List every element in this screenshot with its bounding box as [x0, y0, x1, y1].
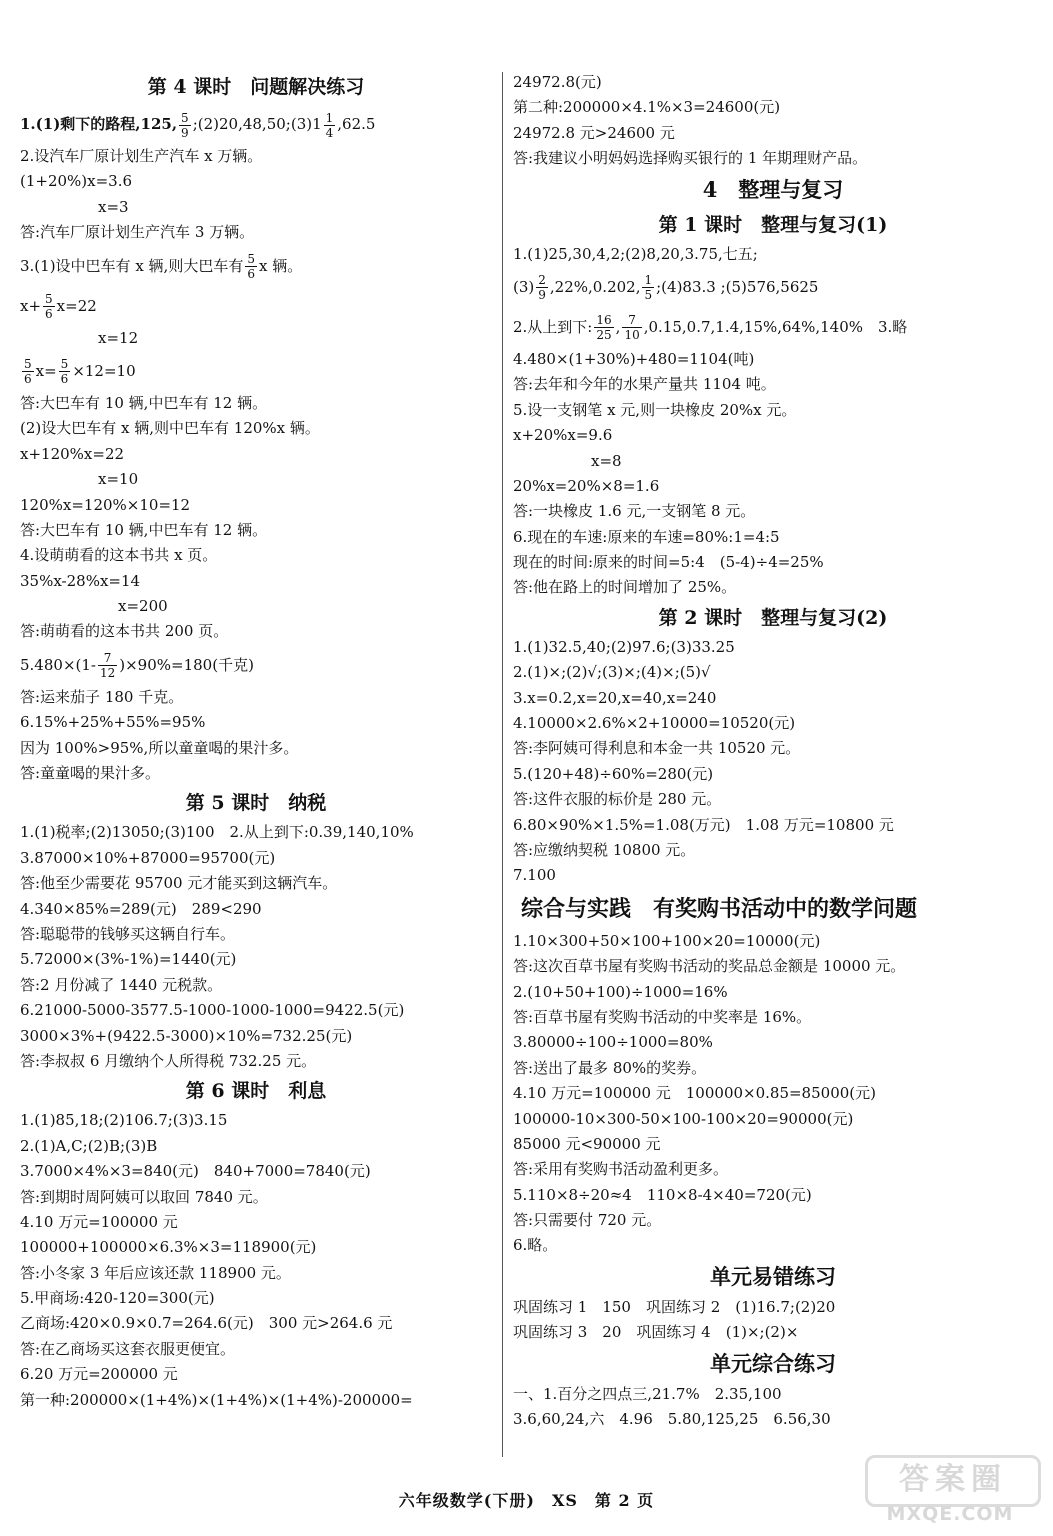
fraction: $\frac{16}{25}$ — [596, 313, 612, 343]
answer-line: 3.(1)设中巴车有 x 辆,则大巴车有 $\frac{5}{6}$ x 辆。 — [20, 252, 303, 282]
answer-line: (2)设大巴车有 x 辆,则中巴车有 120%x 辆。 — [20, 419, 320, 438]
fraction: $\frac{5}{6}$ — [60, 357, 69, 387]
chapter-4-title: 4 整理与复习 — [702, 176, 844, 202]
answer-line: x+20%x=9.6 — [513, 426, 613, 445]
answer-line: 答:只需要付 720 元。 — [513, 1211, 662, 1230]
answer-line: 答:运来茄子 180 千克。 — [20, 687, 184, 706]
answer-line: 现在的时间:原来的时间=5:4 (5-4)÷4=25% — [513, 553, 824, 572]
answer-line: 120%x=120%×10=12 — [20, 495, 191, 514]
column-divider — [502, 72, 503, 1457]
answer-line: 5.72000×(3%-1%)=1440(元) — [20, 950, 237, 969]
answer-line: x=12 — [98, 328, 139, 347]
lesson-4-title: 第 4 课时 问题解决练习 — [147, 76, 365, 98]
answer-line: 第二种:200000×4.1%×3=24600(元) — [513, 98, 781, 117]
answer-line: 85000 元<90000 元 — [513, 1134, 661, 1153]
answer-line: 4.340×85%=289(元) 289<290 — [20, 899, 262, 918]
answer-line: 6.15%+25%+55%=95% — [20, 713, 206, 732]
answer-line: 答:他在路上的时间增加了 25%。 — [513, 578, 737, 597]
answer-line: 5.480×(1- $\frac{7}{12}$ )×90%=180(千克) — [20, 651, 254, 681]
answer-line: 4.10 万元=100000 元 100000×0.85=85000(元) — [513, 1084, 876, 1103]
answer-line: 答:大巴车有 10 辆,中巴车有 12 辆。 — [20, 520, 268, 539]
answer-line: 一、1.百分之四点三,21.7% 2.35,100 — [513, 1384, 782, 1403]
answer-line: 答:采用有奖购书活动盈利更多。 — [513, 1160, 729, 1179]
answer-line: 4.10000×2.6%×2+10000=10520(元) — [513, 714, 796, 733]
answer-line: 3.80000÷100÷1000=80% — [513, 1033, 713, 1052]
answer-line: 3000×3%+(9422.5-3000)×10%=732.25(元) — [20, 1026, 353, 1045]
answer-line: 6.20 万元=200000 元 — [20, 1365, 178, 1384]
answer-line: 5.110×8÷20≈4 110×8-4×40=720(元) — [513, 1185, 812, 1204]
review-lesson-1-title: 第 1 课时 整理与复习(1) — [658, 213, 888, 236]
answer-line: 100000-10×300-50×100-100×20=90000(元) — [513, 1109, 854, 1128]
answer-line: 6.80×90%×1.5%=1.08(万元) 1.08 万元=10800 元 — [513, 815, 894, 834]
answer-line: 1.(1)税率;(2)13050;(3)100 2.从上到下:0.39,140,10% — [20, 823, 414, 842]
answer-line: 答:这件衣服的标价是 280 元。 — [513, 790, 722, 809]
fraction: $\frac{7}{10}$ — [624, 313, 640, 343]
lesson-5-title: 第 5 课时 纳税 — [185, 792, 327, 815]
answer-line: 24972.8 元>24600 元 — [513, 123, 675, 142]
answer-line: 3.6,60,24,六 4.96 5.80,125,25 6.56,30 — [513, 1410, 831, 1429]
left-column — [20, 70, 492, 1413]
answer-line: 因为 100%>95%,所以童童喝的果汁多。 — [20, 738, 299, 757]
answer-line: 答:汽车厂原计划生产汽车 3 万辆。 — [20, 223, 255, 242]
answer-line: 4.10 万元=100000 元 — [20, 1212, 178, 1231]
answer-line: (1+20%)x=3.6 — [20, 172, 133, 191]
answer-line: 1.(1)剩下的路程,125, $\frac{5}{9}$ ;(2)20,48,50;(3)1 $\frac{1}{4}$ ,62.5 — [20, 110, 376, 140]
review-lesson-2-title: 第 2 课时 整理与复习(2) — [658, 606, 888, 629]
page-footer: 六年级数学(下册) XS 第 2 页 — [398, 1491, 655, 1510]
answer-line: 1.(1)25,30,4,2;(2)8,20,3.75,七五; — [513, 244, 758, 263]
answer-line: 答:李阿姨可得利息和本金一共 10520 元。 — [513, 739, 801, 758]
answer-line: 答:童童喝的果汁多。 — [20, 764, 161, 783]
fraction: $\frac{7}{12}$ — [99, 651, 116, 681]
answer-line: 答:这次百草书屋有奖购书活动的奖品总金额是 10000 元。 — [513, 957, 906, 976]
answer-line: 6.21000-5000-3577.5-1000-1000-1000=9422.5(元) — [20, 1001, 405, 1020]
answer-line: 1.10×300+50×100+100×20=10000(元) — [513, 931, 821, 950]
answer-line: 2.从上到下: $\frac{16}{25}$ , $\frac{7}{10}$ ,0.15,0.7,1.4,15%,64%,140% 3.略 — [513, 313, 908, 343]
answer-line: 1.(1)85,18;(2)106.7;(3)3.15 — [20, 1111, 228, 1130]
fraction: $\frac{2}{9}$ — [538, 273, 546, 303]
answer-line: 6.略。 — [513, 1236, 558, 1255]
fraction: $\frac{1}{4}$ — [325, 110, 334, 140]
answer-line: 第一种:200000×(1+4%)×(1+4%)×(1+4%)-200000= — [20, 1390, 413, 1409]
answer-line: 5.(120+48)÷60%=280(元) — [513, 764, 714, 783]
right-column — [513, 70, 1033, 1432]
answer-line: x=200 — [118, 597, 168, 616]
answer-line: 答:一块橡皮 1.6 元,一支钢笔 8 元。 — [513, 502, 756, 521]
answer-line: (3) $\frac{2}{9}$ ,22%,0.202, $\frac{1}{5}$ ;(4)83.3 ;(5)576,5625 — [513, 273, 819, 303]
answer-line: 4.设萌萌看的这本书共 x 页。 — [20, 546, 218, 565]
answer-line: $\frac{5}{6}$ x= $\frac{5}{6}$ ×12=10 — [24, 357, 136, 387]
watermark-url: MXQE.COM — [886, 1503, 1014, 1525]
answer-line: 4.480×(1+30%)+480=1104(吨) — [513, 349, 755, 368]
answer-line: 答:李叔叔 6 月缴纳个人所得税 732.25 元。 — [20, 1051, 317, 1070]
answer-line: 100000+100000×6.3%×3=118900(元) — [20, 1238, 317, 1257]
watermark-stamp: 答案圈 — [865, 1455, 1041, 1507]
answer-line: 7.100 — [513, 866, 556, 885]
answer-line: 3.7000×4%×3=840(元) 840+7000=7840(元) — [20, 1162, 371, 1181]
comprehensive-practice-title: 单元综合练习 — [710, 1350, 836, 1376]
answer-line: 巩固练习 3 20 巩固练习 4 (1)×;(2)× — [513, 1323, 799, 1342]
answer-line: 答:在乙商场买这套衣服更便宜。 — [20, 1339, 236, 1358]
error-practice-title: 单元易错练习 — [710, 1263, 836, 1289]
answer-line: 答:他至少需要花 95700 元才能买到这辆汽车。 — [20, 874, 338, 893]
answer-line: x+120%x=22 — [20, 444, 125, 463]
answer-line: x=10 — [98, 470, 139, 489]
answer-line: 答:小冬家 3 年后应该还款 118900 元。 — [20, 1263, 291, 1282]
answer-line: 答:我建议小明妈妈选择购买银行的 1 年期理财产品。 — [513, 149, 868, 168]
answer-line: 2.(1)×;(2)√;(3)×;(4)×;(5)√ — [513, 663, 711, 682]
answer-line: 答:2 月份减了 1440 元税款。 — [20, 975, 223, 994]
answer-line: 3.x=0.2,x=20,x=40,x=240 — [513, 688, 717, 707]
answer-line: x+ $\frac{5}{6}$ x=22 — [20, 292, 97, 322]
watermark-logo — [865, 1455, 1035, 1527]
answer-line: 35%x-28%x=14 — [20, 571, 141, 590]
answer-line: 1.(1)32.5,40;(2)97.6;(3)33.25 — [513, 637, 735, 656]
answer-line: 答:大巴车有 10 辆,中巴车有 12 辆。 — [20, 393, 268, 412]
answer-line: 答:百草书屋有奖购书活动的中奖率是 16%。 — [513, 1007, 812, 1026]
fraction: $\frac{5}{6}$ — [24, 357, 32, 387]
answer-line: 答:去年和今年的水果产量共 1104 吨。 — [513, 375, 776, 394]
lesson-6-title: 第 6 课时 利息 — [185, 1080, 327, 1103]
answer-line: 答:萌萌看的这本书共 200 页。 — [20, 622, 229, 641]
answer-line: 巩固练习 1 150 巩固练习 2 (1)16.7;(2)20 — [513, 1297, 836, 1316]
answer-line: 2.(10+50+100)÷1000=16% — [513, 982, 728, 1001]
answer-line: 答:聪聪带的钱够买这辆自行车。 — [20, 924, 236, 943]
answer-line: 答:到期时周阿姨可以取回 7840 元。 — [20, 1187, 268, 1206]
answer-line: 2.设汽车厂原计划生产汽车 x 万辆。 — [20, 147, 263, 165]
answer-line: x=8 — [591, 451, 622, 470]
answer-line: 2.(1)A,C;(2)B;(3)B — [20, 1136, 158, 1155]
practice-title: 综合与实践 有奖购书活动中的数学问题 — [521, 895, 918, 922]
fraction: $\frac{5}{6}$ — [247, 252, 255, 282]
answer-line: x=3 — [98, 197, 129, 216]
answer-line: 答:应缴纳契税 10800 元。 — [513, 840, 696, 859]
fraction: $\frac{1}{5}$ — [644, 273, 653, 303]
answer-line: 5.设一支钢笔 x 元,则一块橡皮 20%x 元。 — [513, 400, 797, 419]
answer-line: 3.87000×10%+87000=95700(元) — [20, 848, 276, 867]
answer-line: 答:送出了最多 80%的奖券。 — [513, 1058, 707, 1077]
answer-line: 5.甲商场:420-120=300(元) — [20, 1289, 215, 1308]
answer-line: 6.现在的车速:原来的车速=80%:1=4:5 — [513, 527, 780, 546]
answer-line: 20%x=20%×8=1.6 — [513, 476, 660, 495]
answer-line: 24972.8(元) — [513, 73, 602, 91]
answer-line: 乙商场:420×0.9×0.7=264.6(元) 300 元>264.6 元 — [20, 1314, 393, 1333]
fraction: $\frac{5}{9}$ — [181, 110, 189, 140]
fraction: $\frac{5}{6}$ — [45, 292, 53, 322]
